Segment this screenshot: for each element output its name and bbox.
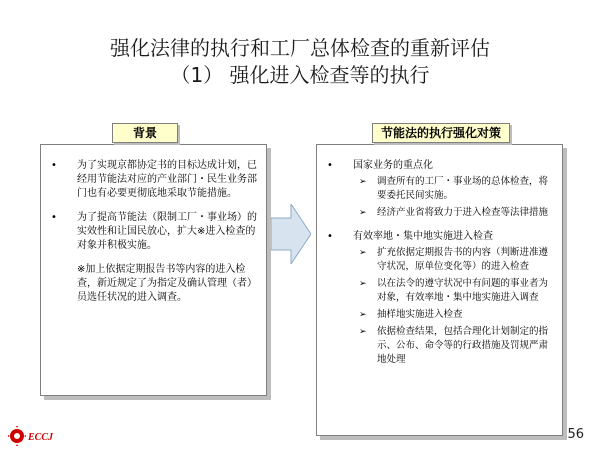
arrow-bullet-icon: ➢	[359, 177, 367, 187]
arrow-bullet-icon: ➢	[359, 248, 367, 258]
slide-title-line2: （1） 强化进入检查等的执行	[170, 63, 430, 87]
right-arrow-icon	[271, 204, 311, 264]
sub-item-text: 经济产业省将致力于进入检查等法律措施	[377, 207, 549, 218]
section-heading: 国家业务的重点化	[353, 160, 433, 171]
list-item	[325, 159, 557, 220]
arrow-bullet-icon: ➢	[359, 279, 367, 289]
list-item	[325, 230, 557, 367]
page-number: 56	[567, 427, 584, 442]
arrow-bullet-icon: ➢	[359, 208, 367, 218]
sub-list-item	[353, 325, 557, 367]
list-item	[49, 211, 257, 253]
section-heading: 有效率地・集中地实施进入检查	[353, 231, 493, 242]
bullet-dot-icon: •	[51, 160, 57, 171]
sub-item-text: 抽样地实施进入检查	[377, 309, 463, 320]
sub-item-text: 以在法令的遵守状况中有问题的事业者为对象，有效率地・集中地实施进入调查	[377, 278, 549, 303]
sub-list-item	[353, 246, 557, 274]
sub-item-text: 调查所有的工厂・事业场的总体检查，将要委托民间实施。	[377, 176, 549, 201]
background-panel	[40, 144, 267, 396]
sub-item-text: 依据检查结果，包括合理化计划制定的指示、公布、命令等的行政措施及罚规严肃地处理	[377, 326, 549, 365]
sub-list	[353, 246, 557, 367]
arrow-bullet-icon: ➢	[359, 327, 367, 337]
sub-list-item	[353, 277, 557, 305]
sub-list-item	[353, 308, 557, 322]
bullet-text: 为了提高节能法（限制工厂・事业场）的实效性和让国民放心，扩大※进入检查的对象并积极实施。	[77, 212, 257, 251]
list-item	[49, 159, 257, 201]
measures-list	[325, 159, 557, 377]
measures-panel	[316, 144, 563, 436]
bullet-text: 为了实现京都协定书的目标达成计划，已经用节能法对应的产业部门・民生业务部门也有必要更彻底地采取节能措施。	[77, 160, 257, 199]
sub-item-text: 扩充依据定期报告书的内容（判断进准遵守状况，原单位变化等）的进入检查	[377, 247, 549, 272]
footnote: ※加上依据定期报告书等内容的进入检查，新近规定了为指定及确认管理（者）员选任状况的进入调查。	[77, 264, 257, 303]
background-list	[49, 159, 257, 305]
sub-list-item	[353, 175, 557, 203]
bullet-dot-icon: •	[51, 212, 57, 223]
sub-list-item	[353, 206, 557, 220]
sub-list	[353, 175, 557, 220]
background-label: 背景	[112, 123, 178, 143]
measures-label: 节能法的执行强化对策	[372, 123, 510, 143]
slide-title-line1: 强化法律的执行和工厂总体检查的重新评估	[110, 36, 490, 60]
bullet-dot-icon: •	[327, 231, 333, 242]
bullet-dot-icon: •	[327, 160, 333, 171]
eccj-logo	[8, 426, 68, 446]
arrow-bullet-icon: ➢	[359, 310, 367, 320]
logo-text: ECCJ	[28, 432, 54, 443]
